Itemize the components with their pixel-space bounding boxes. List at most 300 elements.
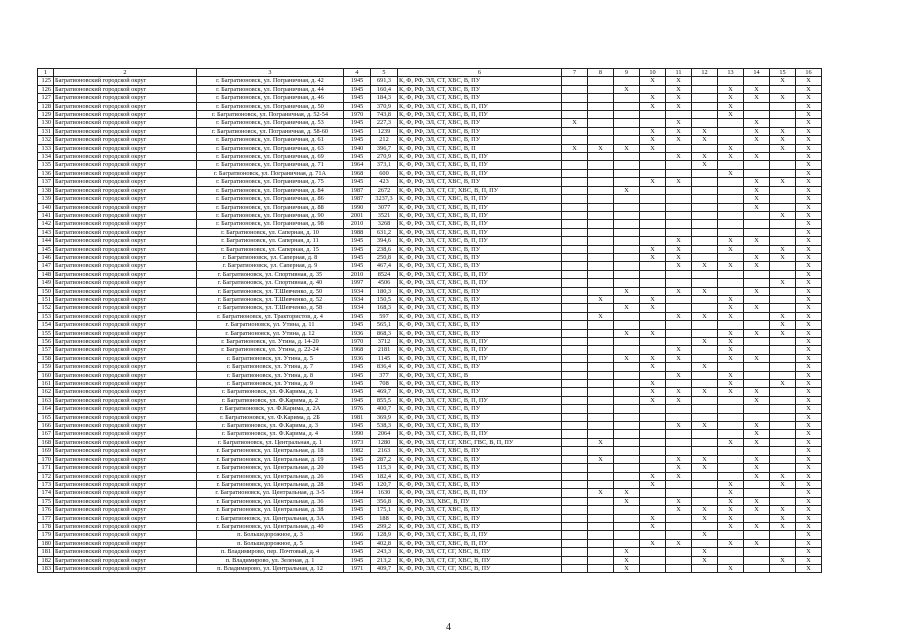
table-cell: 1945 bbox=[344, 85, 371, 93]
table-cell: Багратионовский городской округ bbox=[54, 203, 197, 211]
mark-cell bbox=[744, 447, 770, 455]
mark-cell bbox=[744, 531, 770, 539]
mark-cell bbox=[562, 329, 588, 337]
mark-cell bbox=[718, 287, 744, 295]
table-cell: 1630 bbox=[371, 489, 398, 497]
mark-cell bbox=[614, 220, 640, 228]
mark-cell: X bbox=[770, 312, 796, 320]
mark-cell bbox=[562, 539, 588, 547]
mark-cell bbox=[614, 405, 640, 413]
table-cell: Багратионовский городской округ bbox=[54, 253, 197, 261]
mark-cell: X bbox=[796, 312, 822, 320]
table-row bbox=[38, 346, 822, 354]
mark-cell bbox=[614, 203, 640, 211]
mark-cell: X bbox=[770, 329, 796, 337]
mark-cell: X bbox=[692, 312, 718, 320]
table-cell: К, Ф, РФ, ЭЛ, СТ, ХВС, В, ПУ bbox=[398, 304, 562, 312]
mark-cell: X bbox=[796, 245, 822, 253]
table-cell: 1971 bbox=[344, 564, 371, 572]
mark-cell bbox=[640, 371, 666, 379]
table-cell: 1945 bbox=[344, 380, 371, 388]
mark-cell bbox=[588, 228, 614, 236]
table-cell: К, Ф, РФ, ЭЛ, СТ, ХВС, В, ПУ bbox=[398, 85, 562, 93]
mark-cell bbox=[744, 245, 770, 253]
table-cell: Багратионовский городской округ bbox=[54, 279, 197, 287]
mark-cell: X bbox=[796, 329, 822, 337]
mark-cell bbox=[588, 85, 614, 93]
table-cell: 179 bbox=[38, 531, 54, 539]
mark-cell bbox=[614, 161, 640, 169]
mark-cell bbox=[666, 321, 692, 329]
mark-cell bbox=[588, 447, 614, 455]
mark-cell: X bbox=[770, 94, 796, 102]
table-cell: 1970 bbox=[344, 111, 371, 119]
mark-cell bbox=[562, 270, 588, 278]
table-row bbox=[38, 102, 822, 110]
mark-cell: X bbox=[770, 321, 796, 329]
mark-cell: X bbox=[770, 77, 796, 85]
mark-cell bbox=[562, 413, 588, 421]
mark-cell bbox=[770, 85, 796, 93]
table-cell: 743,8 bbox=[371, 111, 398, 119]
table-cell: 1945 bbox=[344, 371, 371, 379]
mark-cell bbox=[562, 85, 588, 93]
table-cell: 1990 bbox=[344, 203, 371, 211]
mark-cell: X bbox=[666, 388, 692, 396]
table-cell: Багратионовский городской округ bbox=[54, 472, 197, 480]
mark-cell bbox=[718, 228, 744, 236]
mark-cell bbox=[562, 127, 588, 135]
mark-cell: X bbox=[718, 304, 744, 312]
mark-cell bbox=[718, 270, 744, 278]
table-cell: г. Багратионовск, ул. Утина, д. 12 bbox=[197, 329, 344, 337]
mark-cell bbox=[562, 422, 588, 430]
mark-cell: X bbox=[796, 262, 822, 270]
table-cell: г. Багратионовск, ул. Саперная, д. 15 bbox=[197, 245, 344, 253]
mark-cell: X bbox=[666, 497, 692, 505]
table-cell: Багратионовский городской округ bbox=[54, 556, 197, 564]
mark-cell bbox=[640, 556, 666, 564]
mark-cell bbox=[640, 346, 666, 354]
mark-cell bbox=[640, 312, 666, 320]
table-cell: К, Ф, РФ, ЭЛ, СТ, ХВС, В, Л, ПУ bbox=[398, 531, 562, 539]
table-cell: 1945 bbox=[344, 312, 371, 320]
table-row bbox=[38, 489, 822, 497]
table-cell: 1945 bbox=[344, 178, 371, 186]
table-cell: г. Багратионовск, ул. Пограничная, д. 75 bbox=[197, 178, 344, 186]
table-cell: Багратионовский городской округ bbox=[54, 127, 197, 135]
table-cell: К, Ф, РФ, ЭЛ, СТ, ХВС, В, П bbox=[398, 144, 562, 152]
mark-cell: X bbox=[692, 514, 718, 522]
table-row bbox=[38, 270, 822, 278]
mark-cell bbox=[640, 422, 666, 430]
mark-cell: X bbox=[796, 119, 822, 127]
mark-cell bbox=[588, 531, 614, 539]
mark-cell bbox=[562, 153, 588, 161]
table-cell: 2672 bbox=[371, 186, 398, 194]
table-row bbox=[38, 304, 822, 312]
mark-cell: X bbox=[640, 539, 666, 547]
mark-cell bbox=[692, 144, 718, 152]
mark-cell: X bbox=[718, 245, 744, 253]
mark-cell bbox=[614, 338, 640, 346]
table-cell: 3268 bbox=[371, 220, 398, 228]
table-cell: 1987 bbox=[344, 186, 371, 194]
column-header: 3 bbox=[197, 69, 344, 77]
mark-cell bbox=[588, 564, 614, 572]
column-header: 4 bbox=[344, 69, 371, 77]
mark-cell bbox=[614, 178, 640, 186]
mark-cell bbox=[640, 153, 666, 161]
mark-cell bbox=[744, 514, 770, 522]
table-row bbox=[38, 85, 822, 93]
mark-cell bbox=[744, 295, 770, 303]
mark-cell bbox=[692, 85, 718, 93]
mark-cell: X bbox=[718, 388, 744, 396]
table-cell: 1945 bbox=[344, 77, 371, 85]
document-page bbox=[37, 68, 822, 573]
mark-cell bbox=[666, 556, 692, 564]
table-row bbox=[38, 354, 822, 362]
table-cell: 1945 bbox=[344, 245, 371, 253]
table-row bbox=[38, 371, 822, 379]
table-cell: г. Багратионовск, ул. Т.Шевченко, д. 50 bbox=[197, 287, 344, 295]
mark-cell bbox=[614, 312, 640, 320]
table-cell: 128 bbox=[38, 102, 54, 110]
mark-cell bbox=[640, 438, 666, 446]
table-cell: К, Ф, РФ, ЭЛ, СТ, ХВС, В, П, ПУ bbox=[398, 195, 562, 203]
table-cell: Багратионовский городской округ bbox=[54, 153, 197, 161]
mark-cell bbox=[640, 161, 666, 169]
table-row bbox=[38, 396, 822, 404]
mark-cell bbox=[666, 186, 692, 194]
mark-cell bbox=[770, 304, 796, 312]
mark-cell: X bbox=[666, 346, 692, 354]
mark-cell bbox=[614, 346, 640, 354]
mark-cell bbox=[562, 312, 588, 320]
mark-cell bbox=[692, 220, 718, 228]
mark-cell bbox=[640, 338, 666, 346]
mark-cell: X bbox=[796, 77, 822, 85]
table-cell: 181 bbox=[38, 548, 54, 556]
mark-cell: X bbox=[796, 161, 822, 169]
table-cell: 137 bbox=[38, 178, 54, 186]
mark-cell bbox=[588, 506, 614, 514]
table-cell: 148 bbox=[38, 270, 54, 278]
table-row bbox=[38, 447, 822, 455]
table-cell: Багратионовский городской округ bbox=[54, 321, 197, 329]
mark-cell: X bbox=[666, 178, 692, 186]
mark-cell: X bbox=[744, 237, 770, 245]
mark-cell bbox=[718, 447, 744, 455]
mark-cell bbox=[562, 136, 588, 144]
mark-cell: X bbox=[640, 304, 666, 312]
mark-cell bbox=[562, 77, 588, 85]
mark-cell: X bbox=[744, 153, 770, 161]
table-cell: 128,9 bbox=[371, 531, 398, 539]
mark-cell bbox=[640, 497, 666, 505]
mark-cell bbox=[692, 413, 718, 421]
table-cell: 2181 bbox=[371, 346, 398, 354]
mark-cell bbox=[640, 111, 666, 119]
mark-cell bbox=[692, 211, 718, 219]
mark-cell bbox=[718, 321, 744, 329]
table-row bbox=[38, 237, 822, 245]
table-cell: 565,1 bbox=[371, 321, 398, 329]
mark-cell: X bbox=[640, 388, 666, 396]
mark-cell bbox=[640, 447, 666, 455]
housing-registry-table bbox=[37, 68, 822, 573]
mark-cell: X bbox=[666, 102, 692, 110]
mark-cell bbox=[588, 203, 614, 211]
table-cell: 140 bbox=[38, 203, 54, 211]
mark-cell: X bbox=[640, 295, 666, 303]
mark-cell: X bbox=[718, 489, 744, 497]
mark-cell: X bbox=[744, 127, 770, 135]
mark-cell: X bbox=[770, 178, 796, 186]
mark-cell bbox=[588, 161, 614, 169]
mark-cell bbox=[640, 430, 666, 438]
mark-cell: X bbox=[640, 329, 666, 337]
mark-cell bbox=[718, 556, 744, 564]
table-cell: К, Ф, РФ, ЭЛ, СТ, СГ, ХВС, В, П, ПУ bbox=[398, 186, 562, 194]
mark-cell bbox=[614, 262, 640, 270]
mark-cell: X bbox=[744, 94, 770, 102]
table-cell: Багратионовский городской округ bbox=[54, 228, 197, 236]
mark-cell bbox=[666, 195, 692, 203]
mark-cell bbox=[770, 220, 796, 228]
mark-cell bbox=[640, 85, 666, 93]
mark-cell bbox=[666, 338, 692, 346]
table-cell: 161 bbox=[38, 380, 54, 388]
mark-cell: X bbox=[614, 489, 640, 497]
table-cell: 1945 bbox=[344, 396, 371, 404]
table-cell: 115,3 bbox=[371, 464, 398, 472]
mark-cell: X bbox=[666, 464, 692, 472]
table-cell: 144 bbox=[38, 237, 54, 245]
table-cell: 164 bbox=[38, 405, 54, 413]
table-cell: 1981 bbox=[344, 413, 371, 421]
table-cell: К, Ф, РФ, ЭЛ, СТ, СГ, ХВС, ГВС, В, П, ПУ bbox=[398, 438, 562, 446]
mark-cell bbox=[562, 228, 588, 236]
mark-cell bbox=[588, 497, 614, 505]
mark-cell: X bbox=[744, 497, 770, 505]
table-cell: г. Багратионовск, ул. Центральная, д. 18 bbox=[197, 447, 344, 455]
table-cell: Багратионовский городской округ bbox=[54, 413, 197, 421]
mark-cell: X bbox=[744, 329, 770, 337]
table-cell: К, Ф, РФ, ЭЛ, СТ, ХВС, В, П, ПУ bbox=[398, 270, 562, 278]
mark-cell bbox=[640, 531, 666, 539]
table-cell: 396,7 bbox=[371, 144, 398, 152]
mark-cell bbox=[562, 531, 588, 539]
mark-cell bbox=[588, 480, 614, 488]
table-cell: Багратионовский городской округ bbox=[54, 447, 197, 455]
mark-cell bbox=[744, 556, 770, 564]
table-cell: 142 bbox=[38, 220, 54, 228]
table-cell: 1945 bbox=[344, 539, 371, 547]
mark-cell bbox=[588, 127, 614, 135]
column-header: 14 bbox=[744, 69, 770, 77]
mark-cell bbox=[770, 102, 796, 110]
mark-cell bbox=[562, 111, 588, 119]
table-cell: Багратионовский городской округ bbox=[54, 329, 197, 337]
mark-cell bbox=[718, 220, 744, 228]
mark-cell bbox=[718, 127, 744, 135]
mark-cell bbox=[692, 405, 718, 413]
mark-cell bbox=[562, 338, 588, 346]
mark-cell bbox=[744, 211, 770, 219]
mark-cell bbox=[562, 480, 588, 488]
mark-cell bbox=[718, 430, 744, 438]
mark-cell: X bbox=[796, 321, 822, 329]
table-cell: 423 bbox=[371, 178, 398, 186]
table-cell: 180,3 bbox=[371, 287, 398, 295]
mark-cell bbox=[640, 489, 666, 497]
mark-cell bbox=[744, 338, 770, 346]
mark-cell bbox=[718, 531, 744, 539]
mark-cell: X bbox=[692, 338, 718, 346]
table-row bbox=[38, 548, 822, 556]
mark-cell bbox=[588, 237, 614, 245]
table-cell: 147 bbox=[38, 262, 54, 270]
table-cell: К, Ф, РФ, ЭЛ, СТ, ХВС, В, П, ПУ bbox=[398, 489, 562, 497]
table-cell: 1934 bbox=[344, 287, 371, 295]
table-cell: 156 bbox=[38, 338, 54, 346]
mark-cell: X bbox=[770, 253, 796, 261]
mark-cell bbox=[770, 489, 796, 497]
mark-cell bbox=[692, 321, 718, 329]
mark-cell: X bbox=[562, 119, 588, 127]
mark-cell bbox=[718, 363, 744, 371]
mark-cell bbox=[614, 169, 640, 177]
table-cell: 134 bbox=[38, 153, 54, 161]
mark-cell bbox=[588, 262, 614, 270]
mark-cell bbox=[692, 396, 718, 404]
mark-cell bbox=[692, 77, 718, 85]
table-cell: К, Ф, РФ, ЭЛ, СТ, ХВС, В, ПУ bbox=[398, 380, 562, 388]
mark-cell bbox=[640, 186, 666, 194]
mark-cell: X bbox=[640, 514, 666, 522]
table-cell: 150 bbox=[38, 287, 54, 295]
mark-cell bbox=[562, 354, 588, 362]
table-cell: 1945 bbox=[344, 556, 371, 564]
mark-cell bbox=[770, 153, 796, 161]
mark-cell: X bbox=[770, 506, 796, 514]
mark-cell bbox=[692, 430, 718, 438]
table-cell: 174 bbox=[38, 489, 54, 497]
mark-cell bbox=[770, 111, 796, 119]
column-header: 16 bbox=[796, 69, 822, 77]
mark-cell: X bbox=[692, 161, 718, 169]
mark-cell: X bbox=[744, 464, 770, 472]
mark-cell bbox=[640, 119, 666, 127]
mark-cell: X bbox=[718, 346, 744, 354]
mark-cell: X bbox=[640, 102, 666, 110]
mark-cell: X bbox=[744, 262, 770, 270]
table-cell: Багратионовский городской округ bbox=[54, 522, 197, 530]
table-row bbox=[38, 321, 822, 329]
table-cell: 600 bbox=[371, 169, 398, 177]
mark-cell bbox=[562, 497, 588, 505]
mark-cell bbox=[562, 253, 588, 261]
table-cell: Багратионовский городской округ bbox=[54, 354, 197, 362]
table-cell: 129 bbox=[38, 111, 54, 119]
table-row bbox=[38, 564, 822, 572]
table-row bbox=[38, 94, 822, 102]
mark-cell: X bbox=[796, 279, 822, 287]
mark-cell: X bbox=[666, 354, 692, 362]
mark-cell bbox=[588, 405, 614, 413]
mark-cell bbox=[640, 169, 666, 177]
table-cell: 1945 bbox=[344, 480, 371, 488]
table-cell: К, Ф, РФ, ЭЛ, СТ, ХВС, В, П, ПУ bbox=[398, 354, 562, 362]
mark-cell: X bbox=[744, 522, 770, 530]
table-cell: 377 bbox=[371, 371, 398, 379]
mark-cell bbox=[640, 270, 666, 278]
mark-cell bbox=[640, 405, 666, 413]
mark-cell: X bbox=[640, 245, 666, 253]
table-cell: Багратионовский городской округ bbox=[54, 195, 197, 203]
mark-cell: X bbox=[744, 186, 770, 194]
mark-cell: X bbox=[770, 514, 796, 522]
table-cell: Багратионовский городской округ bbox=[54, 548, 197, 556]
table-cell: 2163 bbox=[371, 447, 398, 455]
table-cell: 299,2 bbox=[371, 522, 398, 530]
mark-cell: X bbox=[796, 396, 822, 404]
mark-cell: X bbox=[770, 136, 796, 144]
table-cell: Багратионовский городской округ bbox=[54, 489, 197, 497]
mark-cell bbox=[770, 237, 796, 245]
mark-cell: X bbox=[796, 405, 822, 413]
table-cell: К, Ф, РФ, ЭЛ, СТ, ХВС, В, ПУ bbox=[398, 514, 562, 522]
mark-cell bbox=[562, 203, 588, 211]
table-cell: 145 bbox=[38, 245, 54, 253]
table-cell: К, Ф, РФ, ЭЛ, СТ, ХВС, В, П, ПУ bbox=[398, 346, 562, 354]
table-cell: 1982 bbox=[344, 447, 371, 455]
column-header: 12 bbox=[692, 69, 718, 77]
table-row bbox=[38, 497, 822, 505]
mark-cell: X bbox=[796, 195, 822, 203]
table-row bbox=[38, 539, 822, 547]
table-cell: г. Багратионовск, ул. Спортивная, д. 40 bbox=[197, 279, 344, 287]
mark-cell bbox=[718, 161, 744, 169]
mark-cell bbox=[718, 455, 744, 463]
mark-cell: X bbox=[718, 506, 744, 514]
mark-cell: X bbox=[796, 220, 822, 228]
table-cell: 1945 bbox=[344, 464, 371, 472]
mark-cell: X bbox=[796, 338, 822, 346]
table-cell: 1945 bbox=[344, 548, 371, 556]
mark-cell bbox=[692, 237, 718, 245]
table-cell: 178 bbox=[38, 522, 54, 530]
mark-cell: X bbox=[718, 380, 744, 388]
table-cell: 1968 bbox=[344, 169, 371, 177]
table-cell: 2010 bbox=[344, 270, 371, 278]
mark-cell bbox=[562, 514, 588, 522]
mark-cell bbox=[744, 312, 770, 320]
table-cell: г. Багратионовск, ул. Пограничная, д. 42 bbox=[197, 77, 344, 85]
table-cell: 126 bbox=[38, 85, 54, 93]
mark-cell bbox=[562, 94, 588, 102]
mark-cell: X bbox=[770, 144, 796, 152]
mark-cell bbox=[718, 405, 744, 413]
mark-cell bbox=[588, 178, 614, 186]
mark-cell: X bbox=[744, 455, 770, 463]
mark-cell: X bbox=[796, 564, 822, 572]
mark-cell bbox=[562, 287, 588, 295]
table-row bbox=[38, 220, 822, 228]
mark-cell: X bbox=[796, 497, 822, 505]
